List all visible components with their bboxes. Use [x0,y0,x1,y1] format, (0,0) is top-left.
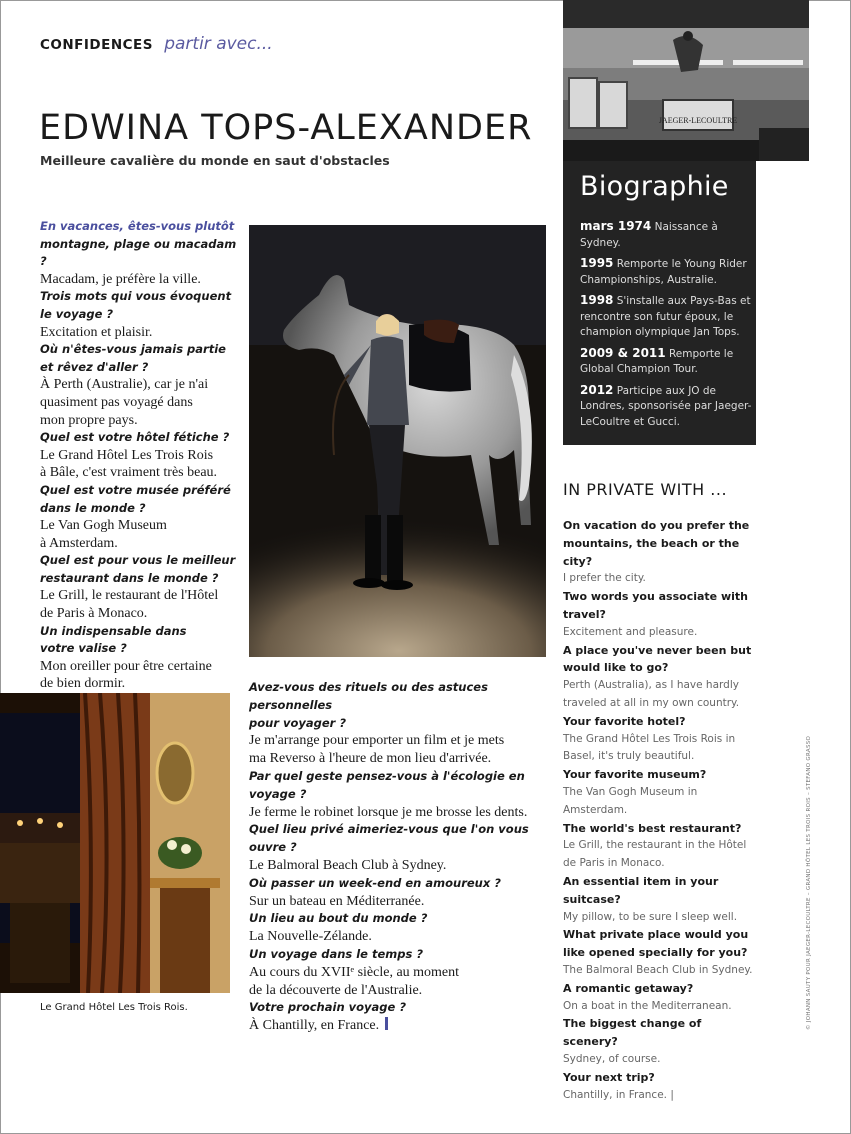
question-line: Un voyage dans le temps ? [249,946,424,961]
english-answer: On a boat in the Mediterranean. [563,999,732,1012]
english-question: Your favorite museum? [563,768,707,782]
question-line: Quel lieu privé aimeriez-vous que l'on vous ouvre ? [249,822,529,855]
question-line: Par quel geste pensez-vous à l'écologie en [249,768,525,783]
english-interview [563,480,758,1104]
question-line: Quel est votre hôtel fétiche ? [40,430,230,445]
english-question: A romantic getaway? [563,981,694,995]
answer-line: Excitation et plaisir. [40,324,153,340]
answer-line: À Perth (Australie), car je n'ai [40,377,209,393]
photo-caption: Le Grand Hôtel Les Trois Rois. [40,1002,188,1013]
answer-line: Sur un bateau en Méditerranée. [249,893,425,909]
answer-line: Mon oreiller pour être certaine [40,658,212,674]
english-answer: Le Grill, the restaurant in the Hôtel de Paris in Monaco. [563,839,747,870]
english-question: The world's best restaurant? [563,821,742,835]
question-line: pour voyager ? [249,715,347,730]
question-line: et rêvez d'aller ? [40,359,149,374]
question-line: En vacances, êtes-vous plutôt [40,219,235,233]
biography-title: Biographie [580,171,729,202]
biography-text: Participe aux JO de Londres, sponsorisée par Jaeger-LeCoultre et Gucci. [580,384,752,428]
question-line: voyage ? [249,786,307,801]
interview-french-column-1 [40,218,240,693]
english-answer: The Grand Hôtel Les Trois Rois in Basel, it's truly beautiful. [563,732,736,763]
question-line: restaurant dans le monde ? [40,570,219,585]
section-label: CONFIDENCES [40,37,154,53]
question-line: Quel est votre musée préféré [40,482,231,497]
answer-line: Macadam, je préfère la ville. [40,271,201,287]
biography-box [563,161,756,445]
question-line: Un lieu au bout du monde ? [249,911,428,926]
end-marker [385,1017,388,1030]
biography-text: Remporte le Global Champion Tour. [580,347,734,375]
biography-entry [580,346,752,378]
answer-line: de bien dormir. [40,676,126,692]
section-kicker [40,34,273,54]
question-line: Un indispensable dans [40,623,187,638]
english-question: A place you've never been but would like to go? [563,643,752,675]
page-title: EDWINA TOPS-ALEXANDER [39,108,533,148]
question-line: dans le monde ? [40,500,146,515]
english-answer: My pillow, to be sure I sleep well. [563,910,738,923]
question-line: Quel est pour vous le meilleur [40,553,236,568]
question-line: votre valise ? [40,641,127,656]
biography-text: Remporte le Young Rider Championships, Australie. [580,258,747,286]
biography-text: S'installe aux Pays-Bas et rencontre son futur époux, le champion olympique Jan Tops. [580,295,751,338]
biography-entry [580,256,752,288]
english-question: The biggest change of scenery? [563,1017,702,1049]
biography-year: 2012 [580,382,614,397]
arena-photo [563,0,809,161]
question-line: Avez-vous des rituels ou des astuces personnelles [249,680,488,712]
answer-line: quasiment pas voyagé dans [40,394,193,410]
interview-french-column-2 [249,679,549,1035]
english-answer: Sydney, of course. [563,1052,661,1065]
answer-line: Au cours du XVIIᵉ siècle, au moment [249,964,460,980]
biography-text: Naissance à Sydney. [580,221,718,249]
english-answer: Excitement and pleasure. [563,625,698,638]
answer-line: Je m'arrange pour emporter un film et je mets [249,733,505,749]
answer-line: La Nouvelle-Zélande. [249,929,372,945]
section-tag: partir avec... [164,34,273,54]
english-answer: The Balmoral Beach Club in Sydney. [563,963,753,976]
biography-year: 2009 & 2011 [580,345,666,360]
english-question: What private place would you like opened specially for you? [563,928,749,960]
biography-year: 1998 [580,293,614,307]
biography-year: mars 1974 [580,219,652,233]
answer-line: Le Grill, le restaurant de l'Hôtel [40,588,219,604]
question-line: Trois mots qui vous évoquent [40,289,232,304]
answer-line: Je ferme le robinet lorsque je me brosse les dents. [249,804,528,820]
answer-line: de Paris à Monaco. [40,606,148,622]
biography-entry [580,293,752,341]
answer-line: à Amsterdam. [40,535,118,551]
english-question: On vacation do you prefer the mountains, the beach or the city? [563,519,750,568]
question-line: le voyage ? [40,306,114,321]
english-question: Two words you associate with travel? [563,590,748,621]
answer-line: Le Van Gogh Museum [40,518,167,534]
biography-entry [580,383,752,431]
english-question: Your favorite hotel? [563,714,686,728]
english-answer: I prefer the city. [563,572,646,585]
hotel-photo [0,693,230,993]
answer-line: Le Grand Hôtel Les Trois Rois [40,447,214,463]
english-heading: IN PRIVATE WITH ... [563,480,728,499]
biography-entry [580,219,752,251]
english-list [563,517,758,1104]
english-question: Your next trip? [563,1070,655,1084]
english-answer: Perth (Australia), as I have hardly traveled at all in my own country. [563,679,740,709]
english-question: An essential item in your suitcase? [563,874,719,906]
biography-list [580,219,752,435]
answer-line: À Chantilly, en France. [249,1017,549,1035]
biography-year: 1995 [580,256,614,270]
question-line: Où passer un week-end en amoureux ? [249,875,501,890]
english-answer: The Van Gogh Museum in Amsterdam. [563,785,698,816]
photo-credit: © JOHANN SAUTY POUR JAEGER-LECOULTRE – GRAND HÔTEL LES TROIS ROIS – STEFANO GRASSO [806,735,812,1030]
question-line: Votre prochain voyage ? [249,1000,406,1015]
answer-line: à Bâle, c'est vraiment très beau. [40,465,218,481]
question-line: montagne, plage ou macadam ? [40,236,237,269]
answer-line: mon propre pays. [40,412,138,428]
page-subtitle: Meilleure cavalière du monde en saut d'obstacles [40,153,390,168]
answer-line: de la découverte de l'Australie. [249,982,423,998]
rider-horse-photo [249,225,546,657]
answer-line: Le Balmoral Beach Club à Sydney. [249,857,447,873]
question-line: Où n'êtes-vous jamais partie [40,342,226,357]
answer-line: ma Reverso à l'heure de mon lieu d'arrivée. [249,751,492,767]
arena-sign-text: JAEGER-LECOULTRE [658,116,738,125]
english-answer: Chantilly, in France. | [563,1088,674,1101]
